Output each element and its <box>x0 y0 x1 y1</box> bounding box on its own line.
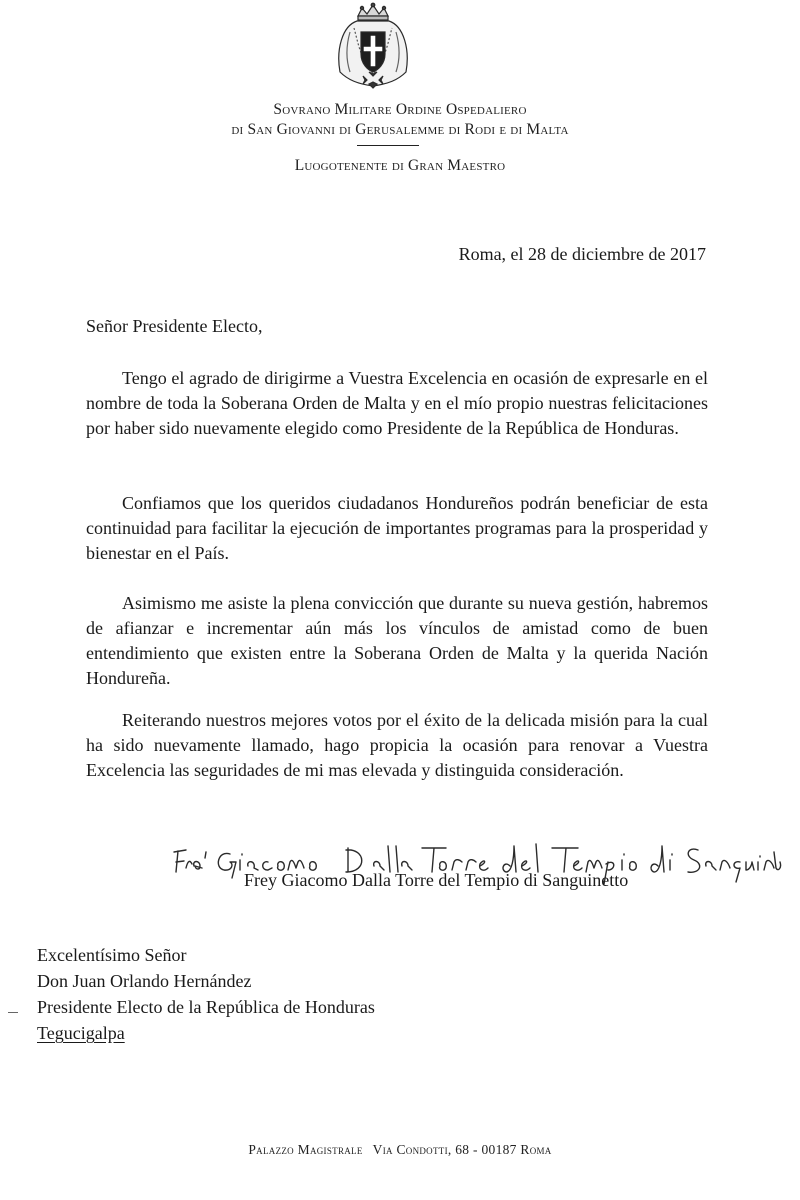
recipient-name: Don Juan Orlando Hernández <box>37 971 252 991</box>
dateline: Roma, el 28 de diciembre de 2017 <box>458 244 706 264</box>
body-paragraph: Confiamos que los queridos ciudadanos Hondureños podrán beneficiar de esta continuidad para facilitar la ejecución de importantes programas para la prosperidad y bienestar en el País. <box>86 493 708 563</box>
recipient-city: Tegucigalpa <box>37 1023 125 1043</box>
margin-mark <box>8 1012 18 1013</box>
recipient-line-1: Excelentísimo Señor <box>37 945 187 965</box>
letterhead-line-1: Sovrano Militare Ordine Ospedaliero <box>273 101 527 118</box>
footer-place: Palazzo Magistrale <box>248 1142 363 1157</box>
salutation: Señor Presidente Electo, <box>86 316 263 336</box>
footer-address <box>0 1142 800 1158</box>
order-of-malta-crest-icon <box>328 2 418 90</box>
body-paragraph: Tengo el agrado de dirigirme a Vuestra Excelencia en ocasión de expresarle en el nombre de toda la Soberana Orden de Malta y en el mío propio nuestras felicitaciones por haber sido nuevamente elegido como Presidente de la República de Honduras. <box>86 368 708 438</box>
body-paragraph: Asimismo me asiste la plena convicción que durante su nueva gestión, habremos de afianzar e incrementar aún más los vínculos de amistad como de buen entendimiento que existen entre la Soberana Orden de Malta y la querida Nación Hondureña. <box>86 593 708 688</box>
letterhead-line-2: di San Giovanni di Gerusalemme di Rodi e di Malta <box>231 121 569 138</box>
body-paragraph: Reiterando nuestros mejores votos por el éxito de la delicada misión para la cual ha sido nuevamente llamado, hago propicia la ocasión para renovar a Vuestra Excelencia las seguridades de mi mas elevada y distinguida consideración. <box>86 710 708 780</box>
signatory-name: Frey Giacomo Dalla Torre del Tempio di Sanguinetto <box>244 870 629 890</box>
footer-street: Via Condotti, 68 - 00187 Roma <box>372 1142 552 1157</box>
recipient-title: Presidente Electo de la República de Honduras <box>37 997 375 1017</box>
letterhead-divider <box>357 145 419 146</box>
letterhead-line-3: Luogotenente di Gran Maestro <box>294 157 506 174</box>
